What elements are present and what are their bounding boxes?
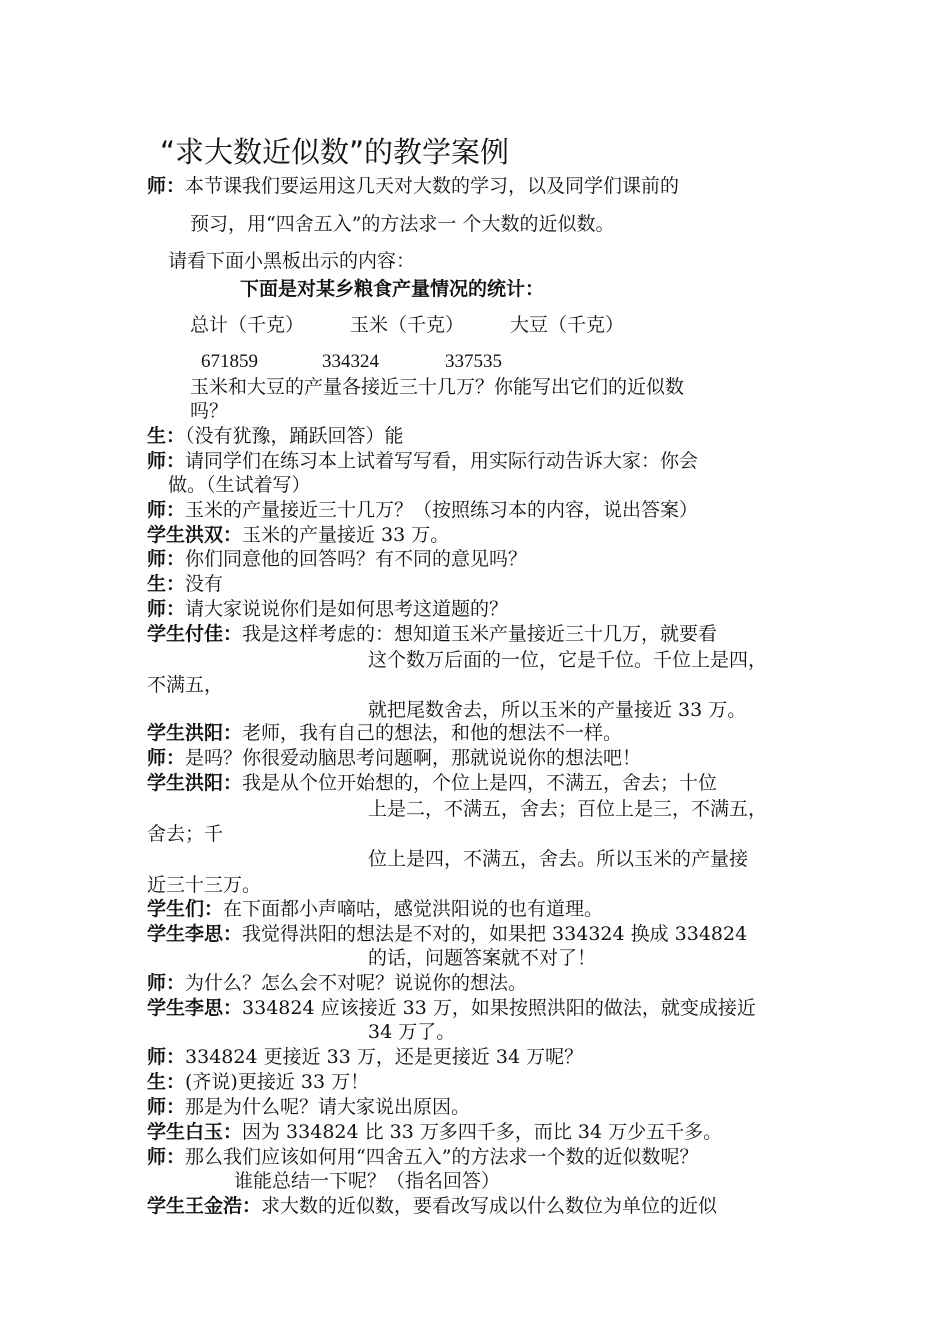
utterance: 玉米的产量接近三十几万？（按照练习本的内容，说出答案） — [185, 499, 699, 521]
dialogue-line: 34 万了。 — [368, 1021, 456, 1043]
dialogue-line: 近三十三万。 — [147, 874, 262, 896]
speaker: 学生洪阳： — [147, 722, 243, 744]
speaker: 学生洪阳： — [147, 772, 243, 794]
utterance: 那么我们应该如何用“四舍五入”的方法求一个数的近似数呢？ — [185, 1146, 699, 1168]
utterance: 为什么？怎么会不对呢？说说你的想法。 — [185, 972, 528, 994]
speaker: 师： — [147, 175, 186, 197]
question-line-1: 玉米和大豆的产量各接近三十几万？你能写出它们的近似数 — [190, 376, 685, 398]
utterance: 求大数的近似数，要看改写成以什么数位为单位的近似 — [261, 1195, 718, 1217]
utterance: 那是为什么呢？请大家说出原因。 — [185, 1096, 471, 1118]
speaker: 师： — [147, 972, 186, 994]
dialogue-line: 舍去；千 — [147, 823, 224, 845]
utterance: 在下面都小声嘀咕，感觉洪阳说的也有道理。 — [223, 898, 604, 920]
utterance: （没有犹豫，踊跃回答）能 — [185, 425, 404, 447]
utterance: 没有 — [185, 573, 224, 595]
dialogue-line — [147, 746, 641, 770]
utterance: 我觉得洪阳的想法是不对的，如果把 334324 换成 334824 — [242, 923, 748, 945]
dialogue-line — [147, 1145, 698, 1169]
speaker: 师： — [147, 747, 186, 769]
speaker: 师： — [147, 499, 186, 521]
utterance: 因为 334824 比 33 万多四千多，而比 34 万少五千多。 — [242, 1121, 723, 1143]
speaker: 学生白玉： — [147, 1121, 243, 1143]
utterance: 我是从个位开始想的，个位上是四，不满五，舍去；十位 — [242, 772, 718, 794]
dialogue-line: 不满五， — [147, 674, 224, 696]
dialogue-line — [147, 1045, 583, 1069]
dialogue-line — [147, 424, 404, 448]
speaker: 学生李思： — [147, 923, 243, 945]
intro-line-2: 预习，用“四舍五入”的方法求一 个大数的近似数。 — [190, 213, 615, 235]
dialogue-line — [147, 897, 603, 921]
dialogue-line — [147, 922, 747, 946]
dialogue-line: 这个数万后面的一位，它是千位。千位上是四， — [368, 649, 768, 671]
utterance: 请大家说说你们是如何思考这道题的？ — [185, 598, 509, 620]
utterance: 334824 更接近 33 万，还是更接近 34 万呢？ — [185, 1046, 584, 1068]
header-soybean: 大豆（千克） — [510, 314, 625, 336]
value-corn: 334324 — [322, 351, 379, 372]
question-line-2: 吗？ — [190, 400, 229, 422]
dialogue-line — [147, 1194, 717, 1218]
speaker: 师： — [147, 1046, 186, 1068]
utterance: 请同学们在练习本上试着写写看，用实际行动告诉大家：你会 — [185, 450, 699, 472]
dialogue-line: 谁能总结一下呢？（指名回答） — [234, 1170, 501, 1192]
speaker: 生： — [147, 1071, 186, 1093]
dialogue-line — [147, 1120, 722, 1144]
dialogue-line — [147, 449, 698, 473]
dialogue-line — [147, 721, 622, 745]
dialogue-line: 做。（生试着写） — [168, 474, 311, 496]
dialogue-line — [147, 547, 527, 571]
dialogue-line: 就把尾数舍去，所以玉米的产量接近 33 万。 — [368, 699, 747, 721]
speaker: 师： — [147, 450, 186, 472]
dialogue-line: 上是二，不满五，舍去；百位上是三，不满五， — [368, 798, 768, 820]
header-corn: 玉米（千克） — [350, 314, 465, 336]
dialogue-line — [147, 996, 756, 1020]
speaker: 学生付佳： — [147, 623, 243, 645]
value-total: 671859 — [201, 351, 258, 372]
intro-line-3: 请看下面小黑板出示的内容： — [168, 250, 416, 272]
dialogue-line — [147, 498, 698, 522]
utterance: 是吗？你很爱动脑思考问题啊，那就说说你的想法吧！ — [185, 747, 642, 769]
utterance: 你们同意他的回答吗？有不同的意见吗？ — [185, 548, 528, 570]
dialogue-line: 位上是四，不满五，舍去。所以玉米的产量接 — [368, 848, 749, 870]
utterance: 本节课我们要运用这几天对大数的学习，以及同学们课前的 — [185, 175, 680, 197]
utterance: 334824 应该接近 33 万，如果按照洪阳的做法，就变成接近 — [242, 997, 756, 1019]
speaker: 师： — [147, 548, 186, 570]
speaker: 生： — [147, 573, 186, 595]
dialogue-line: 的话，问题答案就不对了！ — [368, 947, 597, 969]
speaker: 生： — [147, 425, 186, 447]
speaker: 师： — [147, 1146, 186, 1168]
utterance: 老师，我有自己的想法，和他的想法不一样。 — [242, 722, 623, 744]
value-soybean: 337535 — [445, 351, 502, 372]
utterance: (齐说)更接近 33 万！ — [185, 1071, 370, 1093]
document-title: “求大数近似数”的教学案例 — [160, 135, 510, 169]
speaker: 学生王金浩： — [147, 1195, 262, 1217]
speaker: 师： — [147, 598, 186, 620]
speaker: 师： — [147, 1096, 186, 1118]
utterance: 我是这样考虑的：想知道玉米产量接近三十几万，就要看 — [242, 623, 718, 645]
speaker: 学生李思： — [147, 997, 243, 1019]
utterance: 玉米的产量接近 33 万。 — [242, 524, 450, 546]
dialogue-line — [147, 771, 717, 795]
speaker: 学生洪双： — [147, 524, 243, 546]
header-total: 总计（千克） — [190, 314, 305, 336]
intro-line-1 — [147, 174, 679, 198]
dialogue-line — [147, 622, 717, 646]
speaker: 学生们： — [147, 898, 224, 920]
table-caption: 下面是对某乡粮食产量情况的统计： — [240, 278, 545, 300]
dialogue-line — [147, 1095, 470, 1119]
dialogue-line — [147, 597, 508, 621]
dialogue-line — [147, 523, 449, 547]
dialogue-line — [147, 971, 527, 995]
dialogue-line — [147, 1070, 369, 1094]
dialogue-line — [147, 572, 223, 596]
